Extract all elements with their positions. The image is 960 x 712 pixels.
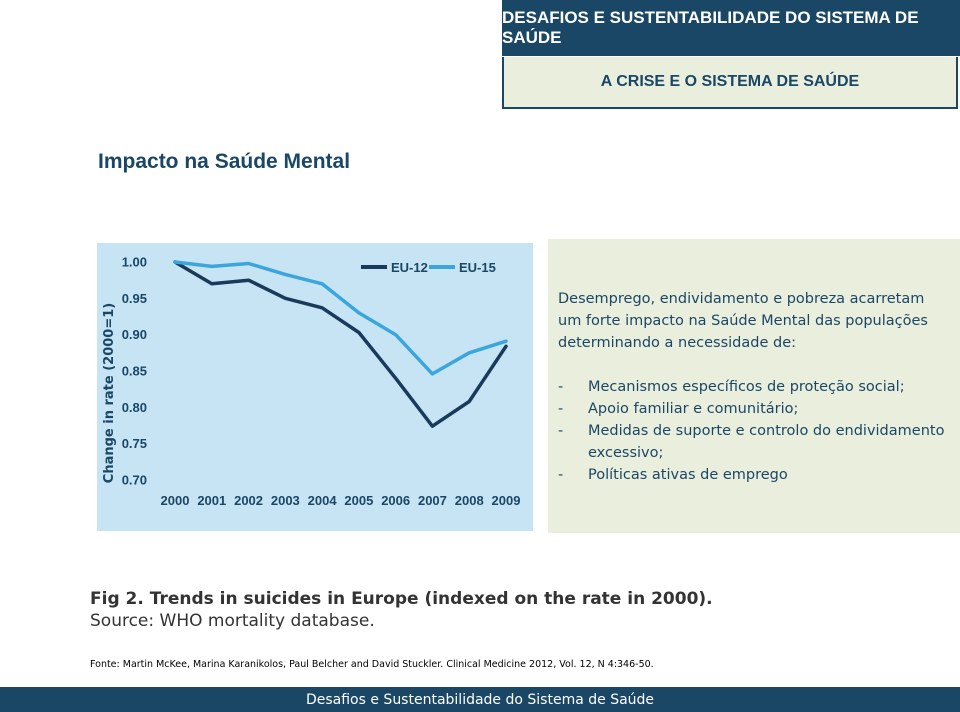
y-tick-label: 0.90 [121, 327, 147, 343]
legend-label: EU-12 [391, 260, 428, 275]
figure-caption [90, 588, 713, 632]
x-tick-label: 2001 [197, 493, 227, 508]
bullet-dash: - [558, 379, 564, 395]
x-tick-label: 2004 [307, 493, 337, 508]
series-line-eu-12 [175, 262, 506, 426]
y-tick-label: 1.00 [121, 254, 147, 270]
x-tick-label: 2002 [234, 493, 264, 508]
x-tick-label: 2006 [381, 493, 411, 508]
bullet-dash: - [558, 423, 564, 439]
list-item-text: Apoio familiar e comunitário; [588, 401, 799, 417]
y-tick-label: 0.75 [121, 436, 147, 452]
x-tick-label: 2008 [454, 493, 484, 508]
bullet-dash: - [558, 401, 564, 417]
series-line-eu-15 [175, 262, 506, 374]
list-item-text: Políticas ativas de emprego [588, 467, 788, 483]
y-tick-label: 0.95 [121, 290, 147, 306]
chart-y-axis-label: Change in rate (2000=1) [102, 302, 117, 484]
source-note: Fonte: Martin McKee, Marina Karanikolos, Paul Belcher and David Stuckler. Clinical Medicine 2012, Vol. 12, N 4:346-50. [90, 659, 654, 670]
suicide-trend-chart [97, 243, 533, 531]
info-intro: Desemprego, endividamento e pobreza acarretam um forte impacto na Saúde Mental das populações determinando a necessidade de: [558, 291, 928, 351]
footer-bar [0, 687, 960, 712]
x-tick-label: 2005 [344, 493, 374, 508]
bullet-dash: - [558, 467, 564, 483]
list-item-text: Medidas de suporte e controlo do endividamento excessivo; [588, 423, 945, 461]
y-tick-label: 0.80 [121, 399, 147, 415]
list-item [558, 398, 950, 420]
footer-text: Desafios e Sustentabilidade do Sistema de Saúde [305, 691, 655, 708]
x-tick-label: 2000 [160, 493, 190, 508]
figure-caption-source: Source: WHO mortality database. [90, 611, 375, 631]
list-item [558, 376, 950, 398]
header-subtitle-bar [502, 57, 958, 109]
list-item [558, 420, 950, 464]
chart-canvas [97, 243, 533, 531]
x-tick-label: 2007 [417, 493, 447, 508]
list-item [558, 464, 950, 486]
page-title: Impacto na Saúde Mental [98, 150, 351, 173]
y-tick-label: 0.85 [121, 363, 147, 379]
info-panel [548, 239, 960, 533]
header-subtitle: A CRISE E O SISTEMA DE SAÚDE [600, 73, 860, 90]
info-list [558, 376, 950, 486]
legend-label: EU-15 [459, 260, 496, 275]
list-item-text: Mecanismos específicos de proteção social; [588, 379, 905, 395]
header-title: DESAFIOS E SUSTENTABILIDADE DO SISTEMA DE SAÚDE [502, 8, 919, 47]
x-tick-label: 2009 [491, 493, 521, 508]
x-tick-label: 2003 [270, 493, 300, 508]
header-title-bar [502, 0, 960, 56]
y-tick-label: 0.70 [121, 472, 147, 488]
figure-caption-title: Fig 2. Trends in suicides in Europe (indexed on the rate in 2000). [90, 589, 713, 609]
